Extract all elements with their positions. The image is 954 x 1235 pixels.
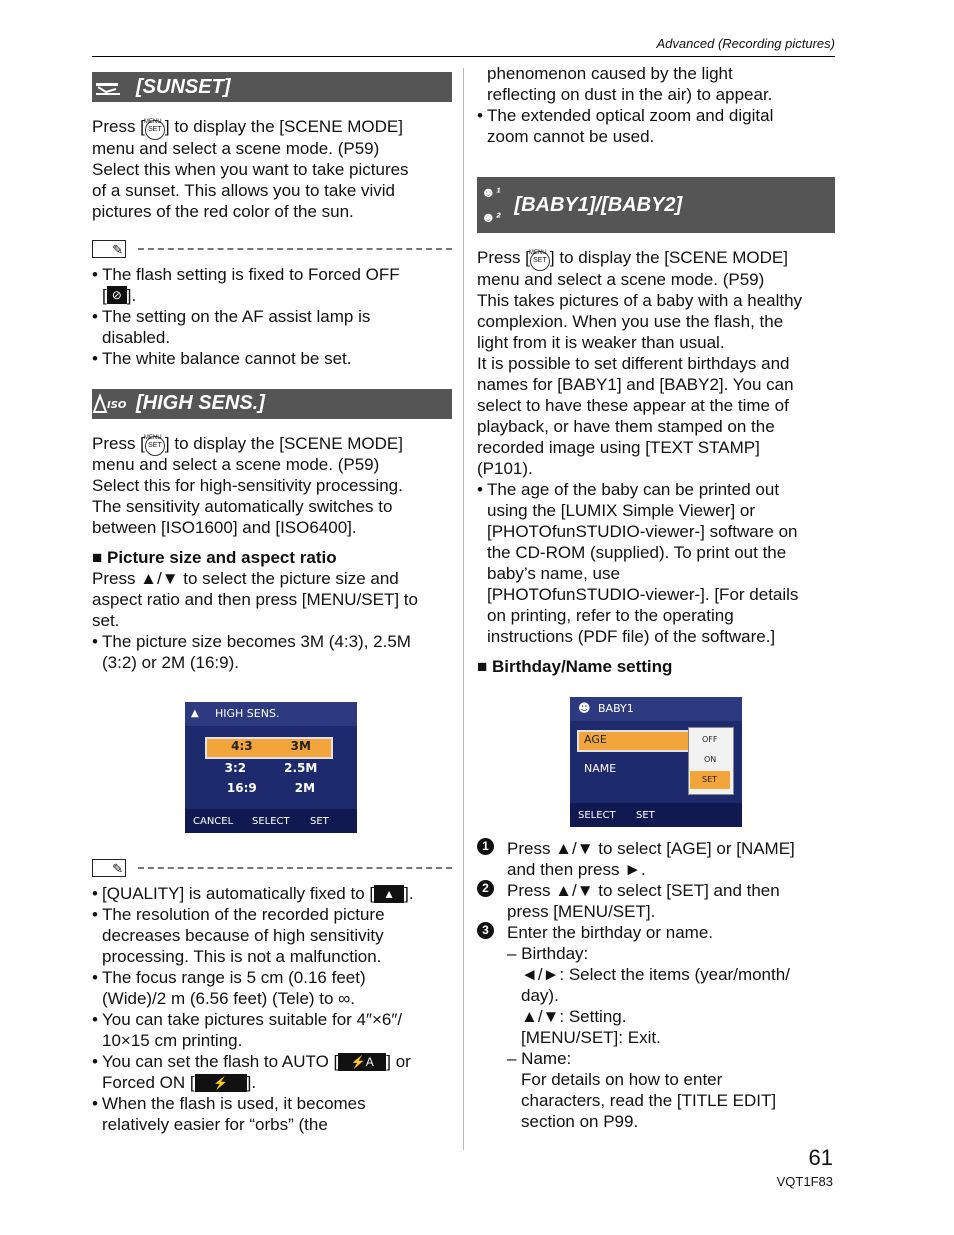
baby-title: [BABY1]/[BABY2] [514, 193, 683, 216]
step-text: Press ▲/▼ to select [SET] and then [507, 881, 780, 900]
sub-text: [MENU/SET]: Exit. [521, 1028, 661, 1047]
note-text: 10×15 cm printing. [102, 1031, 243, 1050]
sunset-line: pictures of the red color of the sun. [92, 201, 354, 221]
high-sens-screen [185, 702, 357, 833]
step-1 [477, 838, 835, 880]
hs-line: Select this for high-sensitivity processing. [92, 476, 403, 496]
note-text: The white balance cannot be set. [102, 348, 352, 368]
note-text: The age of the baby can be printed out [487, 479, 780, 499]
baby-line: playback, or have them stamped on the [477, 416, 775, 436]
note-item [92, 348, 452, 369]
ratio-label: 4:3 [231, 739, 253, 753]
set-label: SET [310, 816, 329, 827]
baby-line: light from it is weaker than usual. [477, 332, 725, 352]
step-text: Enter the birthday or name. [507, 923, 714, 942]
name-item[interactable]: NAME [584, 762, 617, 775]
column-divider [463, 68, 464, 1150]
screen-footer [185, 809, 357, 833]
press-text-2: ] to display the [SCENE MODE] [549, 248, 788, 267]
note-item [92, 904, 452, 967]
note-dashes [138, 867, 452, 869]
baby-heading [477, 177, 835, 233]
sub-text: For details on how to enter [521, 1070, 723, 1089]
note-text: ]. [246, 1073, 257, 1092]
high-sens-title: [HIGH SENS.] [136, 392, 265, 415]
baby1-small-icon: ☻ [578, 701, 591, 715]
sub-label: – Birthday: [507, 944, 589, 963]
note-text: [QUALITY] is automatically fixed to [ [102, 884, 375, 903]
hs-line: The sensitivity automatically switches to [92, 497, 393, 517]
birthday-instructions [477, 943, 835, 1132]
note-text: Forced ON [ [102, 1073, 195, 1092]
high-sens-icon [92, 394, 127, 414]
note-text: the CD-ROM (supplied). To print out the [487, 542, 787, 562]
sub-text: section on P99. [521, 1112, 639, 1131]
ratio-row[interactable] [185, 761, 357, 775]
size-label: 3M [290, 739, 311, 753]
cont-text: reflecting on dust in the air) to appear. [487, 85, 773, 104]
baby-line: recorded image using [TEXT STAMP] [477, 437, 760, 457]
press-text: Press [ [92, 117, 145, 136]
ps-line: set. [92, 611, 120, 631]
baby-line: This takes pictures of a baby with a healthy [477, 290, 803, 310]
cont-text: phenomenon caused by the light [487, 64, 733, 83]
flash-auto-icon: ⚡A [338, 1053, 386, 1071]
note-text: [PHOTOfunSTUDIO-viewer-]. [For details [487, 584, 799, 604]
flash-off-icon: ⊘ [107, 286, 127, 304]
note-text: The extended optical zoom and digital [487, 106, 774, 125]
continued-note [477, 63, 835, 105]
flash-forced-on-icon: ⚡ [195, 1074, 247, 1092]
note-text: The resolution of the recorded picture [102, 905, 385, 924]
sub-label: – Name: [507, 1049, 572, 1068]
picture-size-subheading: ■ Picture size and aspect ratio [92, 547, 452, 568]
high-sens-text [92, 433, 452, 539]
baby1-icon: ☻¹ [481, 184, 501, 200]
note-text: relatively easier for “orbs” (the [102, 1115, 328, 1134]
baby-screen [570, 697, 742, 827]
step-number: 1 [477, 838, 494, 855]
running-header: Advanced (Recording pictures) [656, 36, 835, 51]
baby-line: menu and select a scene mode. (P59) [477, 269, 765, 289]
cancel-label: CANCEL [193, 816, 234, 827]
option-on[interactable]: ON [704, 755, 717, 764]
press-text: Press [ [477, 248, 530, 267]
birthday-subheading: ■ Birthday/Name setting [477, 656, 835, 677]
note-text: processing. This is not a malfunction. [102, 947, 382, 966]
note-icon [92, 240, 126, 258]
quality-icon: ▲ [374, 885, 404, 903]
press-text-2: ] to display the [SCENE MODE] [164, 117, 403, 136]
note-item [477, 105, 835, 147]
menu-set-icon: MENU SET [145, 436, 165, 456]
hs-line: menu and select a scene mode. (P59) [92, 455, 380, 475]
option-set[interactable]: SET [702, 775, 718, 784]
picture-size-note [92, 631, 452, 673]
baby-text [477, 247, 835, 479]
note-separator [92, 857, 452, 879]
note-dashes [138, 248, 452, 250]
high-sens-notes [92, 857, 452, 1135]
note-text: The flash setting is fixed to Forced OFF [102, 264, 400, 284]
sunset-text [92, 116, 452, 222]
note-text: ] or [386, 1052, 411, 1071]
ratio-row[interactable] [185, 781, 357, 795]
note-text: zoom cannot be used. [487, 127, 655, 146]
sub-text: ◄/►: Select the items (year/month/ [521, 965, 790, 984]
sub-text: characters, read the [TITLE EDIT] [521, 1091, 777, 1110]
step-text: press [MENU/SET]. [507, 902, 656, 921]
baby-line: names for [BABY1] and [BABY2]. You can [477, 374, 794, 394]
note-item: • The flash setting is fixed to Forced OFF [ ⊘ ]. [92, 264, 452, 306]
size-label: 2M [294, 781, 316, 795]
sub-text: ▲/▼: Setting. [521, 1007, 627, 1026]
option-off[interactable]: OFF [702, 735, 718, 744]
step-text: Press ▲/▼ to select [AGE] or [NAME] [507, 839, 795, 858]
ps-line: aspect ratio and then press [MENU/SET] to [92, 590, 418, 610]
size-label: 2.5M [284, 761, 318, 775]
select-label: SELECT [578, 810, 616, 821]
sunset-line: of a sunset. This allows you to take vivid [92, 180, 396, 200]
note-icon [92, 859, 126, 877]
page-number: 61 [808, 1145, 833, 1170]
screen-title-bar [570, 697, 742, 721]
baby-line: select to have these appear at the time of [477, 395, 789, 415]
note-text: instructions (PDF file) of the software.] [487, 626, 776, 646]
high-sens-small-icon: ▲ [191, 708, 199, 719]
ratio-label: 16:9 [226, 781, 257, 795]
ratio-label: 3:2 [224, 761, 247, 775]
steps [477, 838, 835, 1132]
sunset-line: Select this when you want to take pictures [92, 159, 409, 179]
sunset-line: menu and select a scene mode. (P59) [92, 138, 380, 158]
baby2-icon: ☻² [481, 209, 501, 225]
screen-title: BABY1 [598, 702, 634, 715]
note-text: (Wide)/2 m (6.56 feet) (Tele) to ∞. [102, 989, 356, 1008]
ps-note: (3:2) or 2M (16:9). [102, 653, 239, 673]
baby-line: (P101). [477, 458, 533, 478]
note-item [92, 1093, 452, 1135]
note-text: You can set the flash to AUTO [ [102, 1052, 339, 1071]
select-label: SELECT [252, 816, 290, 827]
note-text: The focus range is 5 cm (0.16 feet) [102, 968, 366, 987]
note-item [92, 1009, 452, 1051]
sub-text: day). [521, 986, 559, 1005]
step-number: 3 [477, 922, 494, 939]
right-column [477, 63, 835, 677]
baby-icons [481, 182, 500, 228]
left-column [92, 72, 452, 673]
note-text: on printing, refer to the operating [487, 605, 734, 625]
step-3 [477, 922, 835, 943]
note-item [92, 967, 452, 1009]
note-text: You can take pictures suitable for 4″×6″/ [102, 1010, 403, 1029]
sunset-icon [92, 77, 124, 97]
sunset-heading [92, 72, 452, 102]
hs-line: between [ISO1600] and [ISO6400]. [92, 518, 357, 538]
note-text: The setting on the AF assist lamp is [102, 306, 371, 326]
ratio-row[interactable] [185, 739, 357, 753]
note-item [92, 883, 452, 904]
screen-title: HIGH SENS. [215, 707, 280, 720]
note-text: disabled. [102, 327, 171, 347]
note-text: ]. [404, 884, 414, 903]
note-text: [PHOTOfunSTUDIO-viewer-] software on [487, 521, 798, 541]
picture-size-text [92, 568, 452, 631]
ps-line: Press ▲/▼ to select the picture size and [92, 569, 399, 589]
press-text: Press [ [92, 433, 145, 453]
step-text: and then press ►. [507, 860, 646, 879]
screen-title-bar [185, 702, 357, 726]
note-item [92, 1051, 452, 1093]
note-text: When the flash is used, it becomes [102, 1094, 366, 1113]
note-separator [92, 238, 452, 260]
baby-line: It is possible to set different birthdays and [477, 353, 790, 373]
note-text: using the [LUMIX Simple Viewer] or [487, 500, 756, 520]
note-item [92, 306, 452, 348]
svg-text:ISO: ISO [107, 399, 127, 411]
age-item[interactable]: AGE [584, 733, 607, 746]
document-code: VQT1F83 [776, 1174, 833, 1189]
note-text: decreases because of high sensitivity [102, 926, 384, 945]
ps-note: The picture size becomes 3M (4:3), 2.5M [102, 632, 411, 652]
set-label: SET [636, 810, 655, 821]
screen-footer [570, 803, 742, 827]
press-text-2: ] to display the [SCENE MODE] [164, 433, 403, 453]
high-sens-heading [92, 389, 452, 419]
step-number: 2 [477, 880, 494, 897]
menu-set-icon: MENU SET [145, 120, 165, 140]
sunset-title: [SUNSET] [136, 75, 231, 98]
note-text: baby’s name, use [487, 563, 620, 583]
note-item [477, 479, 835, 647]
header-rule [92, 56, 835, 57]
menu-set-icon: MENU SET [530, 251, 550, 271]
baby-line: complexion. When you use the flash, the [477, 311, 784, 331]
step-2 [477, 880, 835, 922]
